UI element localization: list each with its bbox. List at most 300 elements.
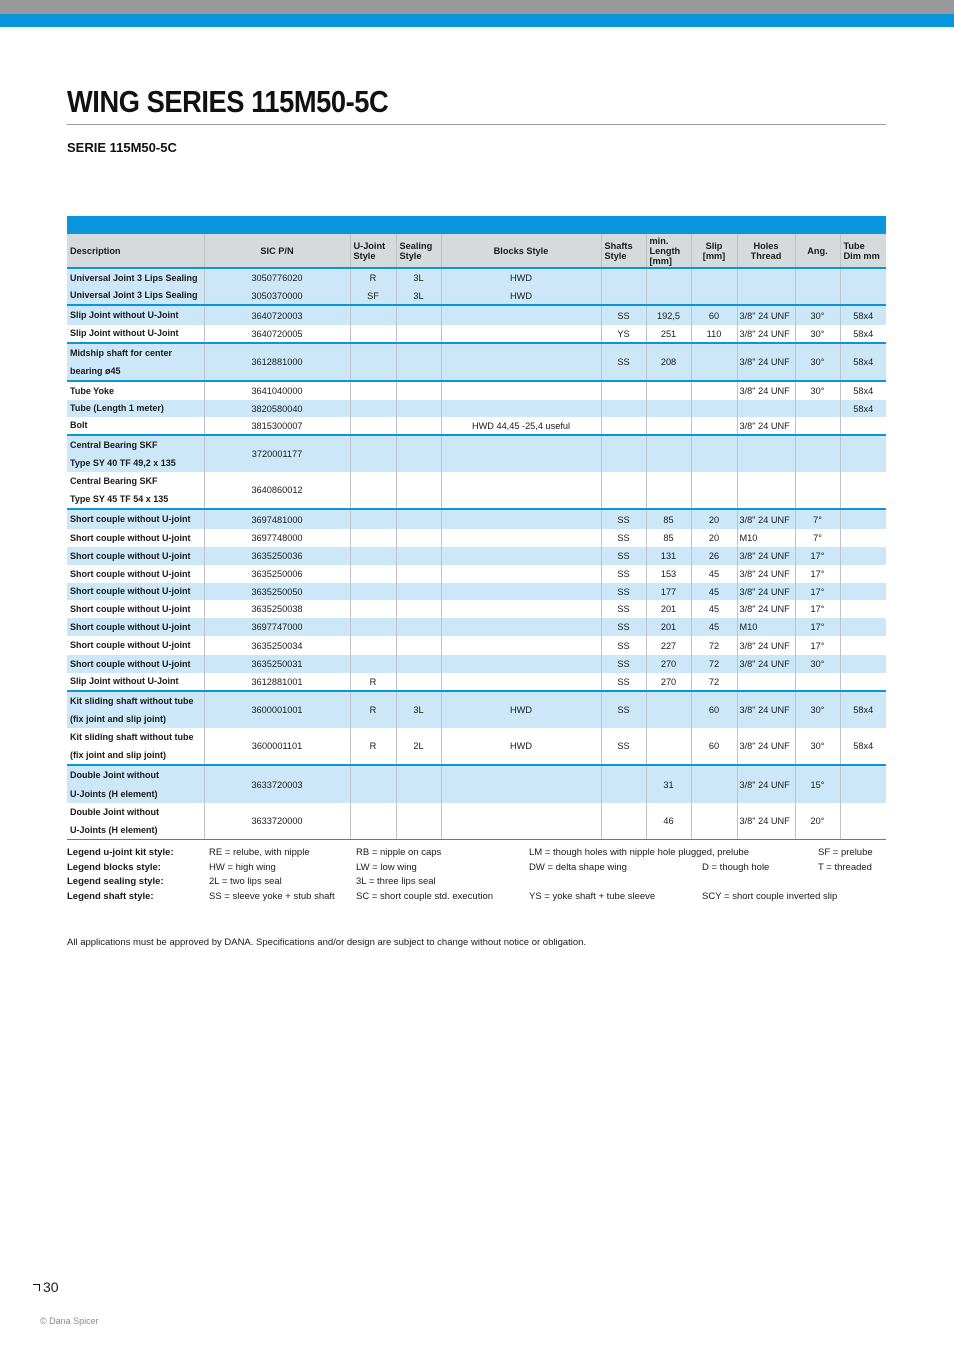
description-line: Kit sliding shaft without tube bbox=[70, 696, 194, 706]
table-row bbox=[67, 673, 886, 691]
ang-cell bbox=[795, 472, 840, 509]
slip-cell: 60 bbox=[691, 691, 737, 728]
shafts-cell: SS bbox=[601, 728, 646, 765]
description-cell bbox=[67, 618, 204, 636]
table-row bbox=[67, 600, 886, 618]
table-row bbox=[67, 583, 886, 600]
shafts-cell: SS bbox=[601, 583, 646, 600]
minlen-cell: 208 bbox=[646, 343, 691, 381]
ujoint-cell bbox=[350, 417, 396, 435]
ang-cell: 17° bbox=[795, 583, 840, 600]
tube-cell: 58x4 bbox=[840, 400, 886, 417]
holes-cell bbox=[737, 287, 795, 305]
minlen-cell: 270 bbox=[646, 655, 691, 673]
tube-cell bbox=[840, 673, 886, 691]
tube-cell bbox=[840, 765, 886, 803]
minlen-cell bbox=[646, 400, 691, 417]
ang-cell: 30° bbox=[795, 381, 840, 400]
ujoint-cell bbox=[350, 655, 396, 673]
ang-cell bbox=[795, 400, 840, 417]
minlen-cell: 153 bbox=[646, 565, 691, 583]
holes-cell: 3/8" 24 UNF bbox=[737, 728, 795, 765]
blocks-cell bbox=[441, 435, 601, 472]
legend-item: 2L = two lips seal bbox=[209, 876, 282, 887]
ang-cell: 7° bbox=[795, 509, 840, 529]
ang-cell: 30° bbox=[795, 655, 840, 673]
column-header: Sealing Style bbox=[396, 234, 441, 268]
description-line: (fix joint and slip joint) bbox=[70, 750, 166, 760]
blocks-cell bbox=[441, 305, 601, 325]
pn-cell: 3820580040 bbox=[204, 400, 350, 417]
pn-cell: 3633720003 bbox=[204, 765, 350, 803]
sealing-cell bbox=[396, 472, 441, 509]
legend-label: Legend sealing style: bbox=[67, 876, 164, 887]
shafts-cell bbox=[601, 803, 646, 840]
disclaimer: All applications must be approved by DANA. Specifications and/or design are subject to change without notice or obligation. bbox=[67, 937, 587, 948]
blocks-cell: HWD bbox=[441, 268, 601, 287]
blocks-cell bbox=[441, 618, 601, 636]
description-cell bbox=[67, 268, 204, 287]
table-row bbox=[67, 803, 886, 840]
description-line: Universal Joint 3 Lips Sealing bbox=[70, 273, 198, 283]
pn-cell: 3635250038 bbox=[204, 600, 350, 618]
description-line: Short couple without U-joint bbox=[70, 604, 191, 614]
description-cell bbox=[67, 472, 204, 509]
tube-cell bbox=[840, 268, 886, 287]
tube-cell: 58x4 bbox=[840, 343, 886, 381]
description-cell bbox=[67, 381, 204, 400]
tube-cell: 58x4 bbox=[840, 305, 886, 325]
slip-cell: 26 bbox=[691, 547, 737, 565]
sealing-cell bbox=[396, 673, 441, 691]
sealing-cell: 3L bbox=[396, 268, 441, 287]
description-line: Short couple without U-joint bbox=[70, 586, 191, 596]
sealing-cell bbox=[396, 400, 441, 417]
shafts-cell: SS bbox=[601, 655, 646, 673]
holes-cell: 3/8" 24 UNF bbox=[737, 547, 795, 565]
holes-cell bbox=[737, 472, 795, 509]
table-row bbox=[67, 417, 886, 435]
description-cell bbox=[67, 655, 204, 673]
description-cell bbox=[67, 673, 204, 691]
minlen-cell bbox=[646, 381, 691, 400]
shafts-cell: YS bbox=[601, 325, 646, 343]
sealing-cell bbox=[396, 509, 441, 529]
slip-cell bbox=[691, 765, 737, 803]
holes-cell: 3/8" 24 UNF bbox=[737, 636, 795, 655]
legend-item: RB = nipple on caps bbox=[356, 847, 442, 858]
shafts-cell bbox=[601, 765, 646, 803]
table-row bbox=[67, 325, 886, 343]
slip-cell bbox=[691, 472, 737, 509]
slip-cell bbox=[691, 287, 737, 305]
blocks-cell bbox=[441, 803, 601, 840]
minlen-cell: 270 bbox=[646, 673, 691, 691]
ujoint-cell bbox=[350, 305, 396, 325]
tube-cell bbox=[840, 417, 886, 435]
slip-cell bbox=[691, 435, 737, 472]
holes-cell: 3/8" 24 UNF bbox=[737, 565, 795, 583]
ang-cell: 30° bbox=[795, 691, 840, 728]
slip-cell: 20 bbox=[691, 529, 737, 547]
blocks-cell bbox=[441, 673, 601, 691]
ujoint-cell bbox=[350, 509, 396, 529]
ujoint-cell bbox=[350, 583, 396, 600]
ujoint-cell: SF bbox=[350, 287, 396, 305]
sealing-cell: 2L bbox=[396, 728, 441, 765]
minlen-cell: 201 bbox=[646, 618, 691, 636]
slip-cell: 20 bbox=[691, 509, 737, 529]
description-line: Type SY 40 TF 49,2 x 135 bbox=[70, 458, 176, 468]
description-cell bbox=[67, 287, 204, 305]
shafts-cell: SS bbox=[601, 618, 646, 636]
sealing-cell bbox=[396, 305, 441, 325]
specification-table bbox=[67, 234, 886, 840]
holes-cell: 3/8" 24 UNF bbox=[737, 417, 795, 435]
table-row bbox=[67, 435, 886, 472]
slip-cell: 45 bbox=[691, 583, 737, 600]
tube-cell: 58x4 bbox=[840, 325, 886, 343]
description-line: Slip Joint without U-Joint bbox=[70, 310, 179, 320]
ujoint-cell: R bbox=[350, 728, 396, 765]
shafts-cell: SS bbox=[601, 547, 646, 565]
minlen-cell bbox=[646, 691, 691, 728]
ang-cell: 30° bbox=[795, 343, 840, 381]
ujoint-cell bbox=[350, 565, 396, 583]
holes-cell: 3/8" 24 UNF bbox=[737, 583, 795, 600]
holes-cell bbox=[737, 673, 795, 691]
shafts-cell: SS bbox=[601, 509, 646, 529]
blocks-cell: HWD 44,45 -25,4 useful bbox=[441, 417, 601, 435]
pn-cell: 3635250034 bbox=[204, 636, 350, 655]
ujoint-cell bbox=[350, 400, 396, 417]
legend-item: YS = yoke shaft + tube sleeve bbox=[529, 890, 656, 902]
table-row bbox=[67, 381, 886, 400]
description-line: Double Joint without bbox=[70, 770, 159, 780]
sealing-cell bbox=[396, 435, 441, 472]
description-cell bbox=[67, 583, 204, 600]
ang-cell: 7° bbox=[795, 529, 840, 547]
legend-item: SS = sleeve yoke + stub shaft bbox=[209, 890, 335, 902]
description-cell bbox=[67, 547, 204, 565]
description-line: Short couple without U-joint bbox=[70, 659, 191, 669]
holes-cell: 3/8" 24 UNF bbox=[737, 509, 795, 529]
pn-cell: 3640720005 bbox=[204, 325, 350, 343]
slip-cell: 110 bbox=[691, 325, 737, 343]
description-line: U-Joints (H element) bbox=[70, 788, 158, 799]
pn-cell: 3697481000 bbox=[204, 509, 350, 529]
description-cell bbox=[67, 435, 204, 472]
column-header: Tube Dim mm bbox=[840, 234, 886, 268]
description-line: Bolt bbox=[70, 420, 88, 430]
shafts-cell: SS bbox=[601, 600, 646, 618]
shafts-cell bbox=[601, 400, 646, 417]
description-line: Slip Joint without U-Joint bbox=[70, 676, 179, 686]
description-cell bbox=[67, 325, 204, 343]
legend-item: RE = relube, with nipple bbox=[209, 847, 310, 858]
top-blue-band bbox=[0, 14, 954, 27]
minlen-cell bbox=[646, 472, 691, 509]
description-cell bbox=[67, 600, 204, 618]
description-cell bbox=[67, 636, 204, 655]
slip-cell bbox=[691, 343, 737, 381]
minlen-cell: 251 bbox=[646, 325, 691, 343]
column-header: Description bbox=[67, 234, 204, 268]
minlen-cell: 131 bbox=[646, 547, 691, 565]
sealing-cell bbox=[396, 325, 441, 343]
table-row bbox=[67, 765, 886, 803]
shafts-cell bbox=[601, 435, 646, 472]
description-line: Midship shaft for center bbox=[70, 348, 173, 358]
blocks-cell bbox=[441, 472, 601, 509]
tube-cell bbox=[840, 472, 886, 509]
legend-label: Legend u-joint kit style: bbox=[67, 847, 174, 858]
description-line: Type SY 45 TF 54 x 135 bbox=[70, 494, 169, 504]
sealing-cell bbox=[396, 600, 441, 618]
holes-cell: 3/8" 24 UNF bbox=[737, 765, 795, 803]
description-cell bbox=[67, 529, 204, 547]
ujoint-cell: R bbox=[350, 673, 396, 691]
shafts-cell: SS bbox=[601, 529, 646, 547]
description-line: Central Bearing SKF bbox=[70, 440, 158, 450]
ujoint-cell bbox=[350, 765, 396, 803]
slip-cell bbox=[691, 400, 737, 417]
slip-cell: 45 bbox=[691, 600, 737, 618]
pn-cell: 3641040000 bbox=[204, 381, 350, 400]
pn-cell: 3640860012 bbox=[204, 472, 350, 509]
table-row bbox=[67, 268, 886, 287]
sealing-cell bbox=[396, 655, 441, 673]
legend-item: T = threaded bbox=[818, 861, 872, 873]
column-header: Shafts Style bbox=[601, 234, 646, 268]
page-title: WING SERIES 115M50-5C bbox=[67, 84, 389, 119]
blocks-cell bbox=[441, 765, 601, 803]
ang-cell bbox=[795, 268, 840, 287]
slip-cell: 60 bbox=[691, 305, 737, 325]
slip-cell bbox=[691, 381, 737, 400]
minlen-cell: 192,5 bbox=[646, 305, 691, 325]
pn-cell: 3633720000 bbox=[204, 803, 350, 840]
column-header: min. Length [mm] bbox=[646, 234, 691, 268]
pn-cell: 3635250031 bbox=[204, 655, 350, 673]
title-divider bbox=[67, 124, 886, 125]
pn-cell: 3600001101 bbox=[204, 728, 350, 765]
legend-item: SF = prelube bbox=[818, 847, 873, 858]
description-cell bbox=[67, 400, 204, 417]
legend-item: SCY = short couple inverted slip bbox=[702, 890, 838, 902]
copyright: © Dana Spicer bbox=[40, 1316, 99, 1326]
shafts-cell: SS bbox=[601, 343, 646, 381]
corner-mark-icon bbox=[33, 1284, 40, 1291]
tube-cell: 58x4 bbox=[840, 728, 886, 765]
description-line: Universal Joint 3 Lips Sealing bbox=[70, 290, 198, 300]
description-cell bbox=[67, 343, 204, 381]
ujoint-cell bbox=[350, 636, 396, 655]
tube-cell bbox=[840, 600, 886, 618]
description-line: Short couple without U-joint bbox=[70, 622, 191, 632]
tube-cell bbox=[840, 547, 886, 565]
legend-label: Legend shaft style: bbox=[67, 890, 154, 902]
slip-cell bbox=[691, 803, 737, 840]
ang-cell bbox=[795, 287, 840, 305]
minlen-cell bbox=[646, 268, 691, 287]
shafts-cell bbox=[601, 417, 646, 435]
tube-cell: 58x4 bbox=[840, 691, 886, 728]
pn-cell: 3600001001 bbox=[204, 691, 350, 728]
ang-cell: 30° bbox=[795, 325, 840, 343]
pn-cell: 3640720003 bbox=[204, 305, 350, 325]
legend-item: HW = high wing bbox=[209, 861, 276, 873]
column-header: Holes Thread bbox=[737, 234, 795, 268]
holes-cell: 3/8" 24 UNF bbox=[737, 305, 795, 325]
holes-cell: 3/8" 24 UNF bbox=[737, 343, 795, 381]
ang-cell: 30° bbox=[795, 728, 840, 765]
sealing-cell bbox=[396, 417, 441, 435]
blocks-cell bbox=[441, 565, 601, 583]
description-line: Short couple without U-joint bbox=[70, 569, 191, 579]
table-row bbox=[67, 655, 886, 673]
shafts-cell bbox=[601, 381, 646, 400]
ujoint-cell: R bbox=[350, 268, 396, 287]
ujoint-cell bbox=[350, 435, 396, 472]
description-line: Short couple without U-joint bbox=[70, 551, 191, 561]
ang-cell: 30° bbox=[795, 305, 840, 325]
ujoint-cell bbox=[350, 618, 396, 636]
description-cell bbox=[67, 765, 204, 803]
sealing-cell bbox=[396, 803, 441, 840]
minlen-cell bbox=[646, 728, 691, 765]
description-line: Kit sliding shaft without tube bbox=[70, 732, 194, 742]
minlen-cell: 177 bbox=[646, 583, 691, 600]
description-cell bbox=[67, 803, 204, 840]
table-row bbox=[67, 472, 886, 509]
table-header-row bbox=[67, 234, 886, 268]
table-row bbox=[67, 529, 886, 547]
sealing-cell bbox=[396, 381, 441, 400]
minlen-cell: 227 bbox=[646, 636, 691, 655]
table-row bbox=[67, 400, 886, 417]
tube-cell bbox=[840, 618, 886, 636]
sealing-cell bbox=[396, 565, 441, 583]
column-header: Slip [mm] bbox=[691, 234, 737, 268]
table-row bbox=[67, 691, 886, 728]
blocks-cell bbox=[441, 547, 601, 565]
ang-cell: 17° bbox=[795, 547, 840, 565]
description-line: Short couple without U-joint bbox=[70, 514, 191, 524]
shafts-cell bbox=[601, 287, 646, 305]
minlen-cell: 46 bbox=[646, 803, 691, 840]
description-line: (fix joint and slip joint) bbox=[70, 714, 166, 724]
slip-cell: 60 bbox=[691, 728, 737, 765]
minlen-cell bbox=[646, 435, 691, 472]
pn-cell: 3697747000 bbox=[204, 618, 350, 636]
pn-cell: 3635250050 bbox=[204, 583, 350, 600]
pn-cell: 3050370000 bbox=[204, 287, 350, 305]
sealing-cell: 3L bbox=[396, 691, 441, 728]
sealing-cell bbox=[396, 618, 441, 636]
slip-cell: 45 bbox=[691, 618, 737, 636]
blocks-cell: HWD bbox=[441, 287, 601, 305]
table-row bbox=[67, 728, 886, 765]
ujoint-cell bbox=[350, 381, 396, 400]
sealing-cell: 3L bbox=[396, 287, 441, 305]
blocks-cell bbox=[441, 636, 601, 655]
ang-cell: 15° bbox=[795, 765, 840, 803]
ujoint-cell bbox=[350, 343, 396, 381]
sealing-cell bbox=[396, 529, 441, 547]
top-grey-band bbox=[0, 0, 954, 14]
column-header: SIC P/N bbox=[204, 234, 350, 268]
holes-cell: M10 bbox=[737, 529, 795, 547]
tube-cell: 58x4 bbox=[840, 381, 886, 400]
tube-cell bbox=[840, 803, 886, 840]
pn-cell: 3612881001 bbox=[204, 673, 350, 691]
tube-cell bbox=[840, 509, 886, 529]
description-cell bbox=[67, 565, 204, 583]
holes-cell: M10 bbox=[737, 618, 795, 636]
ang-cell: 20° bbox=[795, 803, 840, 840]
blocks-cell bbox=[441, 583, 601, 600]
holes-cell: 3/8" 24 UNF bbox=[737, 381, 795, 400]
page-subtitle: SERIE 115M50-5C bbox=[67, 140, 177, 155]
ang-cell bbox=[795, 417, 840, 435]
holes-cell: 3/8" 24 UNF bbox=[737, 600, 795, 618]
description-line: U-Joints (H element) bbox=[70, 825, 158, 835]
blocks-cell bbox=[441, 529, 601, 547]
shafts-cell: SS bbox=[601, 305, 646, 325]
tube-cell bbox=[840, 287, 886, 305]
page-number-text: 30 bbox=[43, 1279, 59, 1295]
pn-cell: 3050776020 bbox=[204, 268, 350, 287]
blocks-cell bbox=[441, 400, 601, 417]
tube-cell bbox=[840, 583, 886, 600]
shafts-cell: SS bbox=[601, 636, 646, 655]
sealing-cell bbox=[396, 547, 441, 565]
shafts-cell bbox=[601, 268, 646, 287]
tube-cell bbox=[840, 565, 886, 583]
holes-cell bbox=[737, 435, 795, 472]
column-header: U-Joint Style bbox=[350, 234, 396, 268]
ang-cell: 17° bbox=[795, 600, 840, 618]
table-row bbox=[67, 547, 886, 565]
minlen-cell bbox=[646, 287, 691, 305]
column-header: Blocks Style bbox=[441, 234, 601, 268]
ang-cell bbox=[795, 673, 840, 691]
description-line: Tube (Length 1 meter) bbox=[70, 403, 164, 413]
legend-label: Legend blocks style: bbox=[67, 861, 161, 873]
pn-cell: 3635250006 bbox=[204, 565, 350, 583]
legend-item: D = though hole bbox=[702, 861, 770, 873]
slip-cell: 72 bbox=[691, 636, 737, 655]
description-cell bbox=[67, 728, 204, 765]
legend-item: 3L = three lips seal bbox=[356, 876, 436, 887]
column-header: Ang. bbox=[795, 234, 840, 268]
legend-item: LM = though holes with nipple hole plugged, prelube bbox=[529, 847, 749, 858]
description-line: Double Joint without bbox=[70, 807, 159, 817]
holes-cell: 3/8" 24 UNF bbox=[737, 655, 795, 673]
shafts-cell: SS bbox=[601, 673, 646, 691]
description-cell bbox=[67, 417, 204, 435]
blocks-cell bbox=[441, 325, 601, 343]
pn-cell: 3815300007 bbox=[204, 417, 350, 435]
description-line: bearing ø45 bbox=[70, 366, 121, 376]
minlen-cell: 85 bbox=[646, 509, 691, 529]
shafts-cell: SS bbox=[601, 691, 646, 728]
ujoint-cell bbox=[350, 529, 396, 547]
pn-cell: 3720001177 bbox=[204, 435, 350, 472]
description-line: Tube Yoke bbox=[70, 386, 115, 396]
tube-cell bbox=[840, 529, 886, 547]
